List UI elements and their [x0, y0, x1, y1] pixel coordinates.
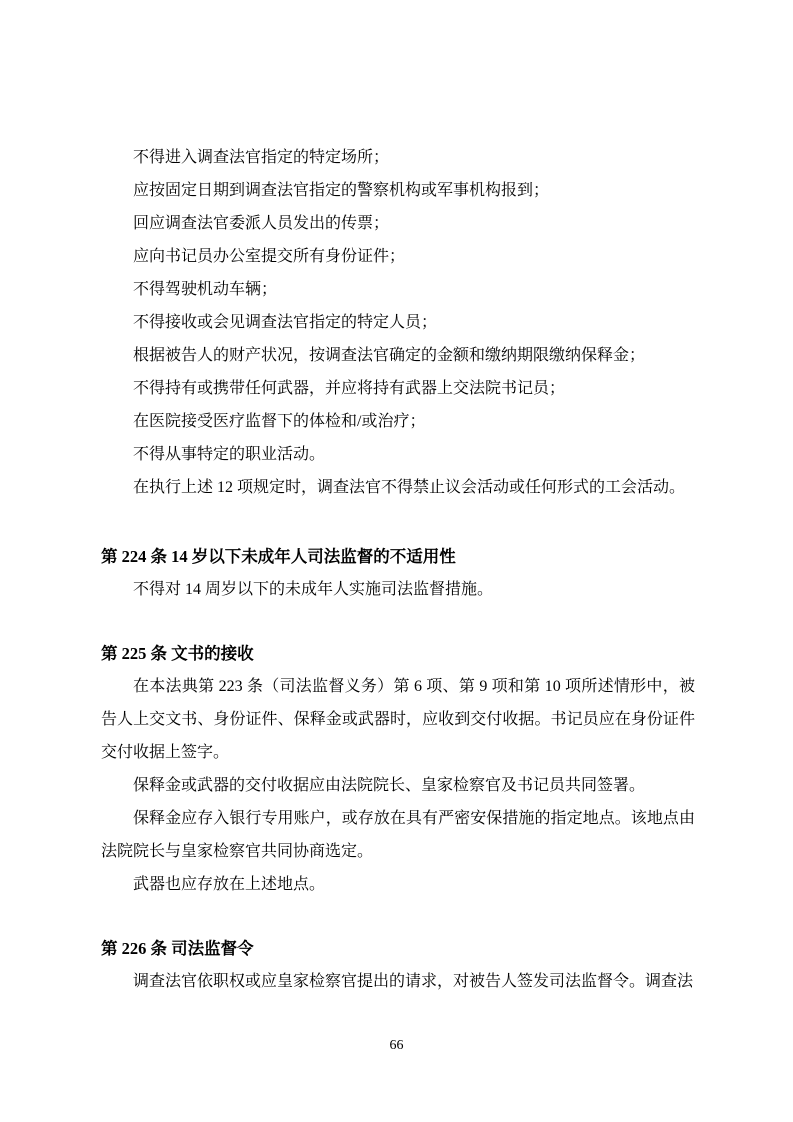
- section-heading-article-226: 第 226 条 司法监督令: [101, 939, 254, 958]
- obligation-item: 不得接收或会见调查法官指定的特定人员；: [133, 314, 438, 331]
- article-225-paragraph: 武器也应存放在上述地点。: [133, 876, 326, 893]
- section-heading-article-224: 第 224 条 14 岁以下未成年人司法监督的不适用性: [101, 547, 456, 566]
- article-226-paragraph: 调查法官依职权或应皇家检察官提出的请求，对被告人签发司法监督令。调查法: [133, 973, 694, 990]
- page-number: 66: [389, 1038, 404, 1053]
- obligation-item: 不得持有或携带任何武器，并应将持有武器上交法院书记员；: [133, 380, 566, 397]
- obligation-item: 在医院接受医疗监督下的体检和/或治疗；: [133, 413, 426, 430]
- page-content: [101, 141, 695, 998]
- obligation-item: 不得驾驶机动车辆；: [133, 281, 278, 298]
- obligation-item: 根据被告人的财产状况，按调查法官确定的金额和缴纳期限缴纳保释金；: [133, 347, 646, 364]
- section-heading-article-225: 第 225 条 文书的接收: [101, 644, 254, 663]
- obligation-item: 回应调查法官委派人员发出的传票；: [133, 215, 390, 232]
- obligation-item: 应按固定日期到调查法官指定的警察机构或军事机构报到；: [133, 182, 550, 199]
- obligation-item: 应向书记员办公室提交所有身份证件；: [133, 248, 406, 265]
- closing-paragraph: 在执行上述 12 项规定时，调查法官不得禁止议会活动或任何形式的工会活动。: [133, 479, 686, 496]
- article-225-paragraph: 保释金应存入银行专用账户，或存放在具有严密安保措施的指定地点。该地点由法院院长与皇家检察官共同协商选定。: [101, 810, 695, 860]
- obligation-item: 不得从事特定的职业活动。: [133, 446, 326, 463]
- obligation-item: 不得进入调查法官指定的特定场所；: [133, 149, 390, 166]
- article-225-paragraph: 保释金或武器的交付收据应由法院院长、皇家检察官及书记员共同签署。: [133, 777, 646, 794]
- article-225-paragraph: 在本法典第 223 条（司法监督义务）第 6 项、第 9 项和第 10 项所述情形中，被告人上交文书、身份证件、保释金或武器时，应收到交付收据。书记员应在身份证件交付收据上签字。: [101, 678, 695, 761]
- article-224-paragraph: 不得对 14 周岁以下的未成年人实施司法监督措施。: [133, 581, 494, 598]
